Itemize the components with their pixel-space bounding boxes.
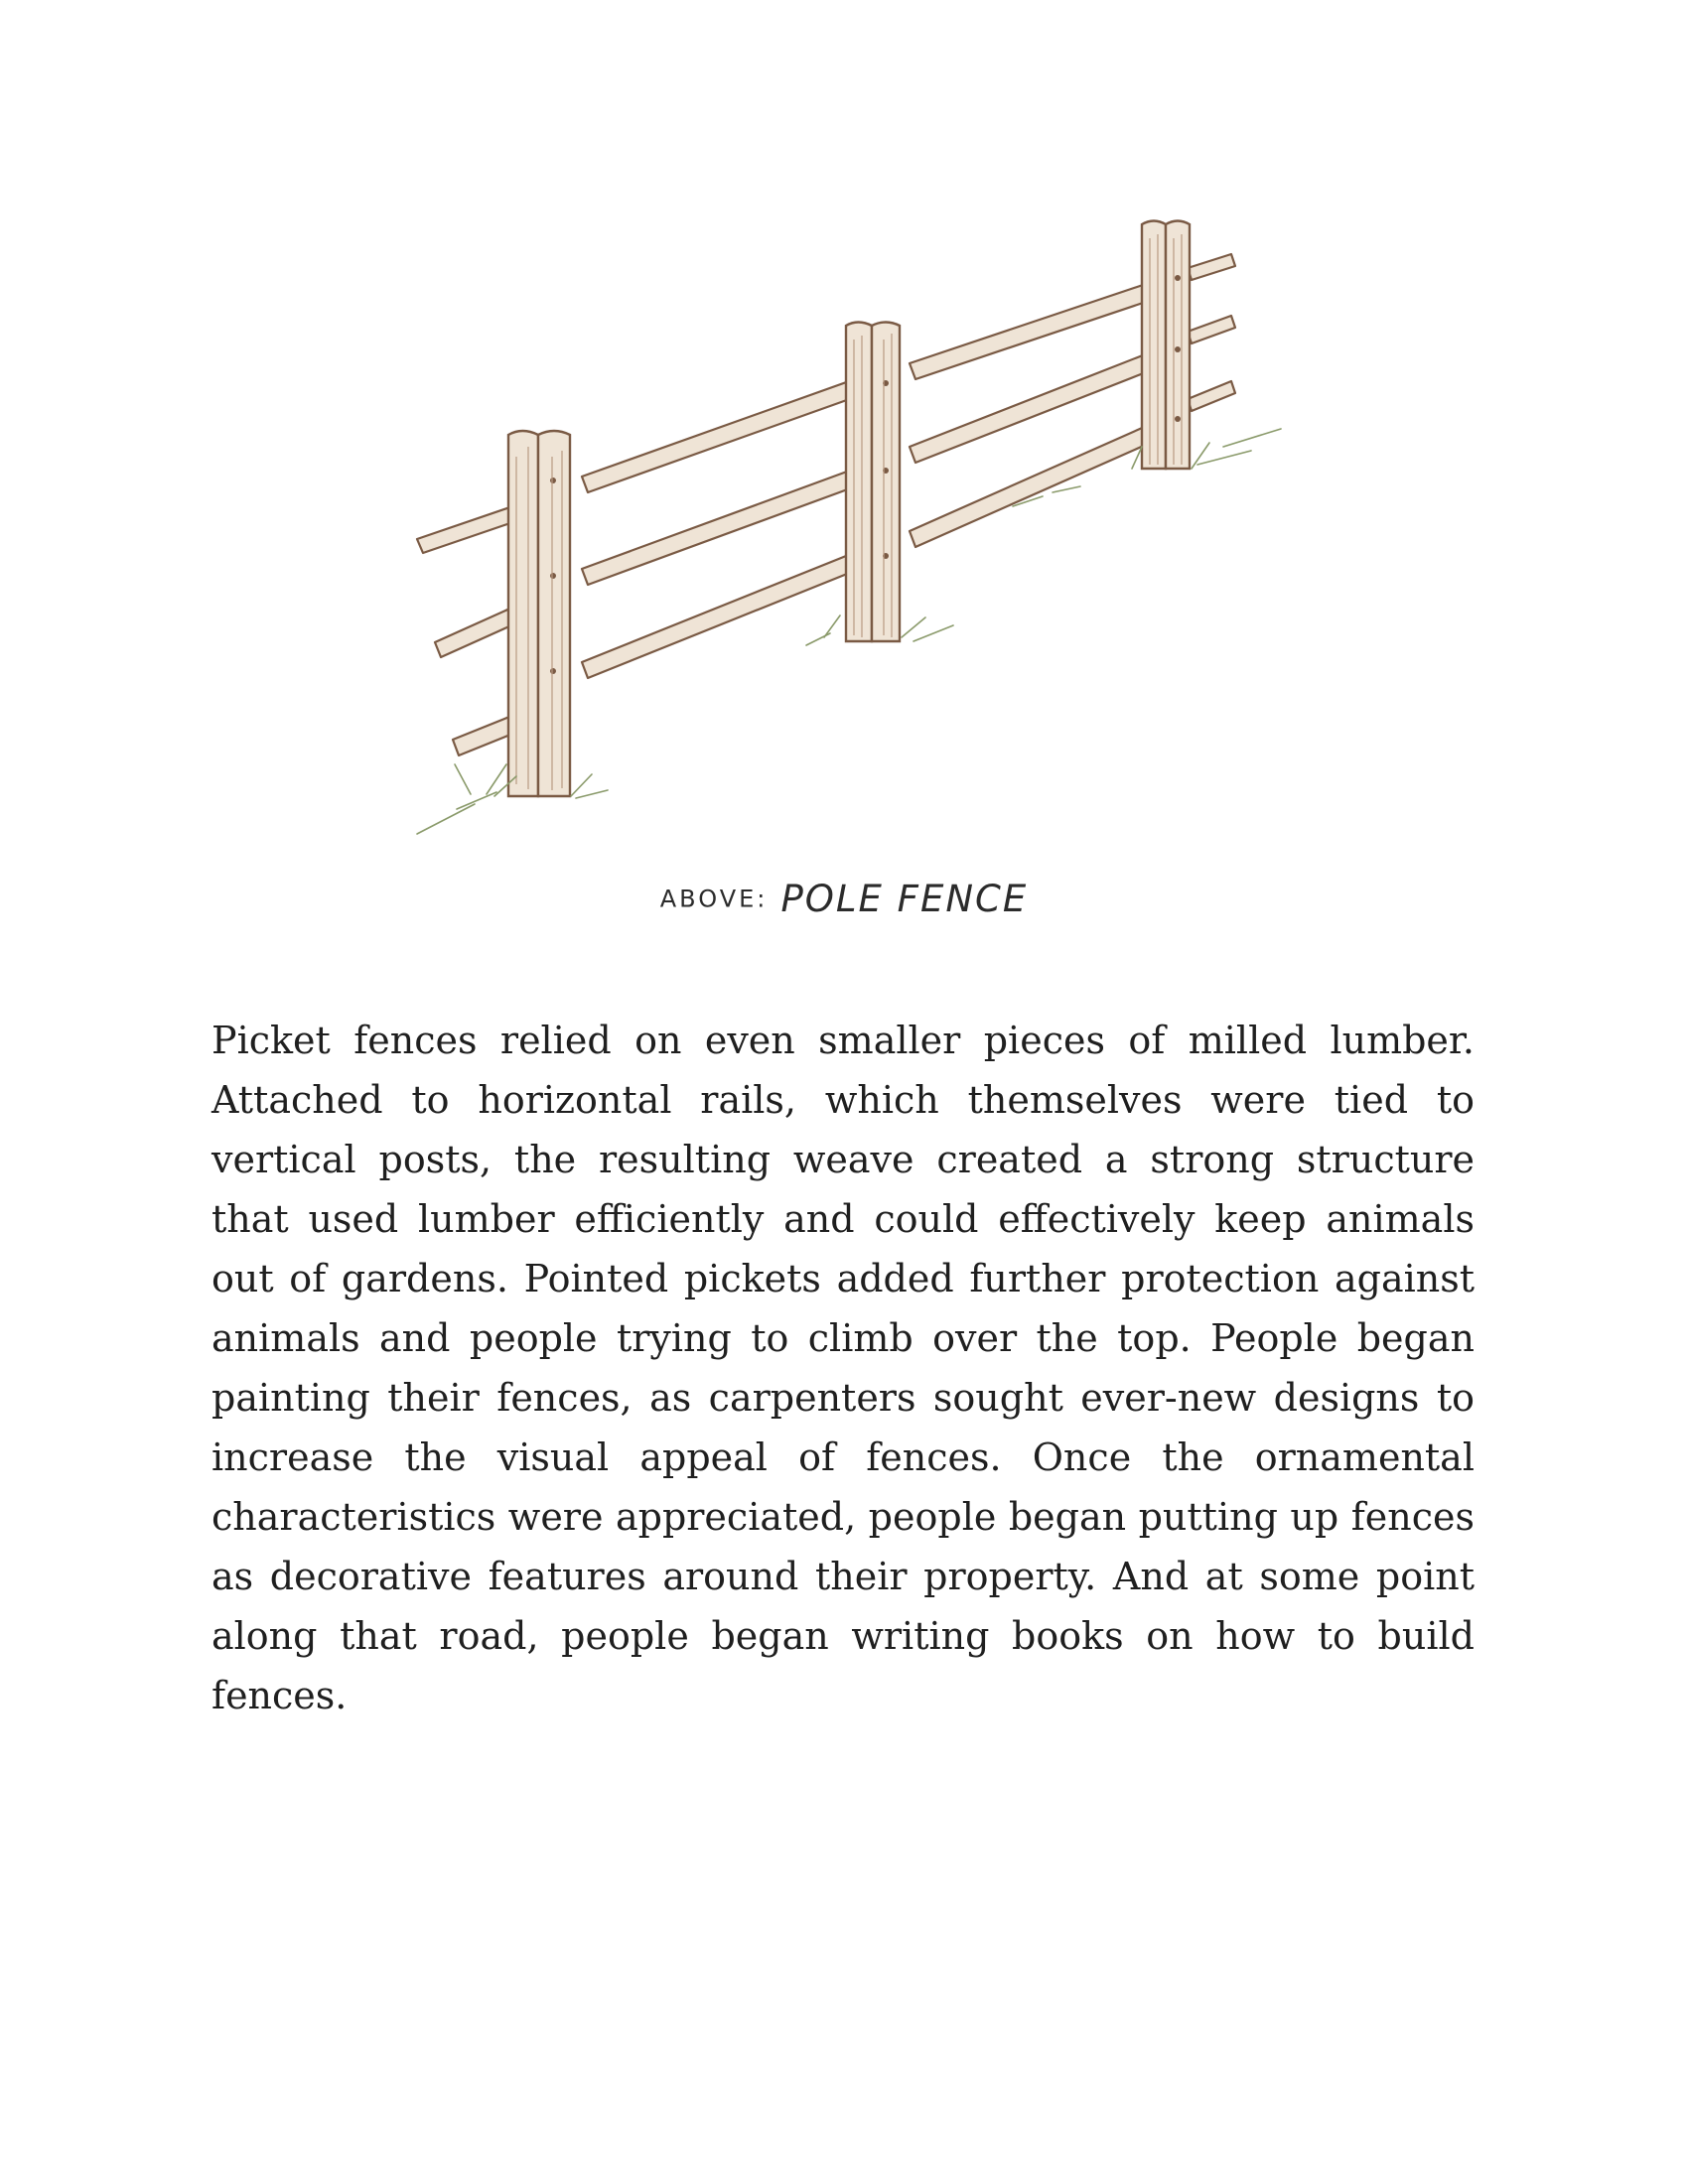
figure-caption — [0, 878, 1688, 920]
pole-fence-illustration — [357, 208, 1311, 844]
body-paragraph: Picket fences relied on even smaller pieces of milled lumber. Attached to horizontal rails, which themselves were tied to vertical posts, the resulting weave created a strong structure that used lumber efficiently and could effectively keep animals out of gardens. Pointed pickets added further protection against animals and people trying to climb over the top. People began painting their fences, as carpenters sought ever-new designs to increase the visual appeal of fences. Once the ornamental characteristics were appreciated, people began putting up fences as decorative features around their property. And at some point along that road, people began writing books on how to build fences. — [211, 1019, 1475, 1717]
caption-lead: ABOVE: — [659, 885, 769, 913]
caption-title: POLE FENCE — [780, 878, 1029, 920]
